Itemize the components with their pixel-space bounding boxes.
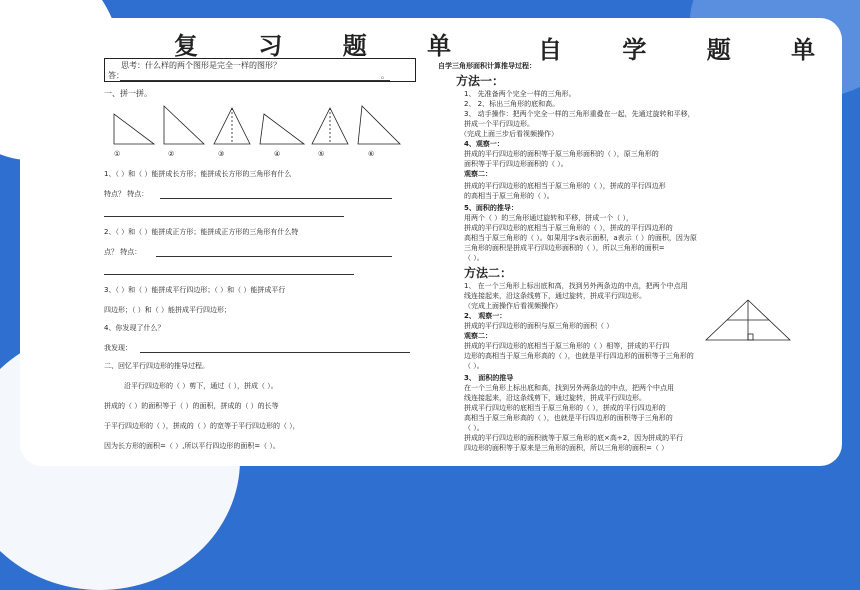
question-1: 1、（ ）和（ ）能拼成长方形；能拼成长方形的三角形有什么	[104, 170, 292, 178]
found-line	[140, 352, 410, 353]
self-study-title: 自 学 题 单	[538, 35, 842, 64]
answer-line-2b	[104, 274, 354, 275]
shape-label-6: ⑥	[368, 150, 375, 158]
derivation-line-4: 因为长方形的面积=（ ）,所以平行四边形的面积=（ ）。	[104, 442, 280, 450]
answer-line-2	[156, 256, 392, 257]
answer-end: 。	[381, 71, 389, 80]
method-2-heading: 方法二：	[464, 266, 513, 280]
question-4: 4、你发现了什么？	[104, 324, 165, 332]
section-1-heading: 一、拼一拼。	[104, 89, 152, 98]
method-2-line: （ ）。	[464, 424, 484, 432]
method-2-line: 拼成的平行四边形的面积就等于原三角形的底×高÷2，因为拼成的平行	[464, 434, 684, 442]
derivation-line-3: 于平行四边形的（ ），拼成的（ ）的宽等于平行四边形的（ ），	[104, 422, 300, 430]
triangle-2	[164, 106, 204, 144]
answer-line-1	[160, 198, 392, 199]
method-1-line: 高相当于原三角形的（ ）。如果用字s表示面积，a表示（ ）的面积，因为原	[464, 234, 697, 242]
method-1-line: 观察二：	[464, 170, 492, 178]
question-2-feature: 点？ 特点：	[104, 248, 142, 256]
worksheet-card	[20, 18, 842, 466]
method-2-triangle-figure	[702, 294, 794, 346]
found-label: 我发现：	[104, 344, 132, 352]
method-2-line: 3、 面积的推导	[464, 374, 514, 382]
method-1-heading: 方法一：	[456, 74, 505, 88]
method-2-line: 在一个三角形上标出底和高，找到另外两条边的中点，把两个中点用	[464, 384, 674, 392]
question-2: 2、（ ）和（ ）能拼成正方形；能拼成正方形的三角形有什么特	[104, 228, 299, 236]
method-1-line: 3、 动手操作：把两个完全一样的三角形重叠在一起，先通过旋转和平移，	[464, 110, 695, 118]
method-2-line: 2、 观察一：	[464, 312, 507, 320]
question-3-cont: 四边形；（ ）和（ ）能拼成平行四边形；	[104, 306, 231, 314]
method-1-line: 拼成的平行四边形的底相当于原三角形的（ ），拼成的平行四边形的	[464, 224, 673, 232]
method-2-line: 拼成的平行四边形的面积与原三角形的面积（ ）	[464, 322, 614, 330]
method-2-line: 高相当于原三角形高的（ ），也就是平行四边形的面积等于三角形的	[464, 414, 673, 422]
triangle-4	[260, 114, 304, 144]
answer-line	[120, 80, 390, 81]
method-1-line: 4、观察一：	[464, 140, 504, 148]
triangles-figure	[104, 100, 404, 162]
method-1-line: 拼成一个平行四边形。	[464, 120, 534, 128]
method-1-line: 5、面积的推导：	[464, 204, 518, 212]
method-2-line: 线连接起来，沿这条线剪下，通过旋转，拼成平行四边形。	[464, 292, 646, 300]
question-1-feature: 特点？ 特点：	[104, 190, 149, 198]
method-1-line: 三角形的面积是拼成平行四边形面积的（ ），所以三角形的面积=	[464, 244, 665, 252]
think-question: 思考：什么样的两个图形是完全一样的图形？	[121, 61, 281, 70]
section-2-heading: 二、回忆平行四边形的推导过程。	[104, 362, 209, 370]
method-2-line: 边形的高相当于原三角形高的（ ），也就是平行四边形的面积等于三角形的	[464, 352, 694, 360]
method-1-line: （完成上面三步后看视频操作）	[460, 130, 558, 138]
method-2-line: 四边形的面积等于原来是三角形的面积，所以三角形的面积=（ ）	[464, 444, 669, 452]
method-2-line: （ ）。	[464, 362, 484, 370]
method-1-line: 的高相当于原三角形的（ ）。	[464, 192, 554, 200]
method-2-line: 观察二：	[464, 332, 492, 340]
method-1-line: 面积等于平行四边形面积的（ ）。	[464, 160, 568, 168]
derivation-line-2: 拼成的（ ）的面积等于（ ）的面积，拼成的（ ）的长等	[104, 402, 279, 410]
shape-label-4: ④	[274, 150, 281, 158]
triangle-6	[358, 106, 400, 144]
method-1-line: 2、 2、标出三角形的底和高。	[464, 100, 560, 108]
review-title: 复 习 题 单	[174, 31, 478, 60]
method-1-line: 1、 先准备两个完全一样的三角形。	[464, 90, 576, 98]
method-1-line: （ ）。	[464, 254, 484, 262]
self-study-subtitle: 自学三角形面积计算推导过程：	[438, 62, 536, 70]
answer-label: 答：	[108, 71, 124, 80]
triangle-1	[114, 114, 154, 144]
method-1-line: 用两个（ ）的三角形通过旋转和平移，拼成一个（ ），	[464, 214, 633, 222]
shape-label-5: ⑤	[318, 150, 325, 158]
shape-label-2: ②	[168, 150, 175, 158]
method-2-line: （完成上面操作后看视频操作）	[464, 302, 562, 310]
shape-label-3: ③	[218, 150, 225, 158]
method-1-line: 拼成的平行四边形的底相当于原三角形的（ ），拼成的平行四边形	[464, 182, 666, 190]
question-3: 3、（ ）和（ ）能拼成平行四边形；（ ）和（ ）能拼成平行	[104, 286, 286, 294]
shape-label-1: ①	[114, 150, 121, 158]
method-2-line: 拼成平行四边形的底相当于原三角形的（ ），拼成的平行四边形的	[464, 404, 666, 412]
method-2-line: 线连接起来，沿这条线剪下，通过旋转，拼成平行四边形。	[464, 394, 646, 402]
method-1-line: 拼成的平行四边形的面积等于原三角形面积的（ ），原三角形的	[464, 150, 659, 158]
method-2-line: 1、 在一个三角形上标出底和高，找到另外两条边的中点，把两个中点用	[464, 282, 688, 290]
answer-line-1b	[104, 216, 344, 217]
derivation-line-1: 沿平行四边形的（ ）剪下，通过（ ），拼成（ ）。	[124, 382, 278, 390]
think-box	[104, 58, 416, 82]
method-2-line: 拼成的平行四边形的底相当于原三角形的（ ）相等，拼成的平行四	[464, 342, 670, 350]
